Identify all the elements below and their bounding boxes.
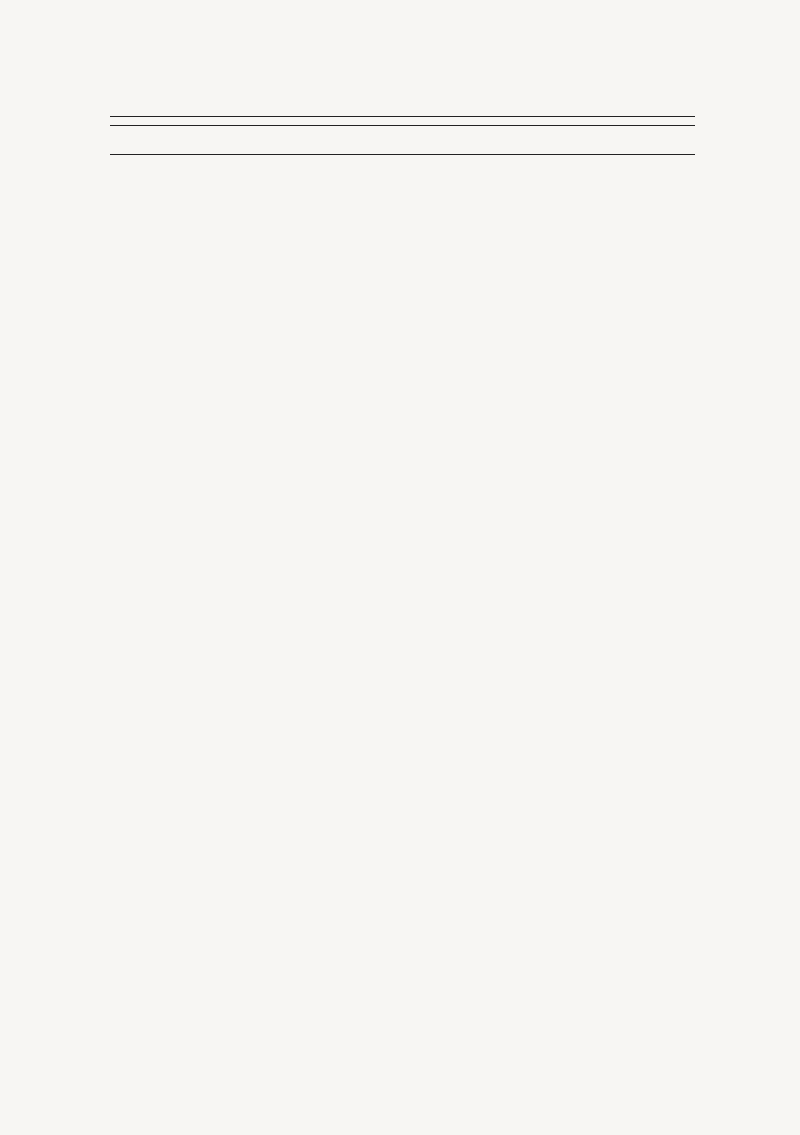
section-divider (110, 154, 695, 155)
page-header (110, 92, 695, 117)
section-divider (110, 125, 695, 126)
page (110, 92, 695, 169)
